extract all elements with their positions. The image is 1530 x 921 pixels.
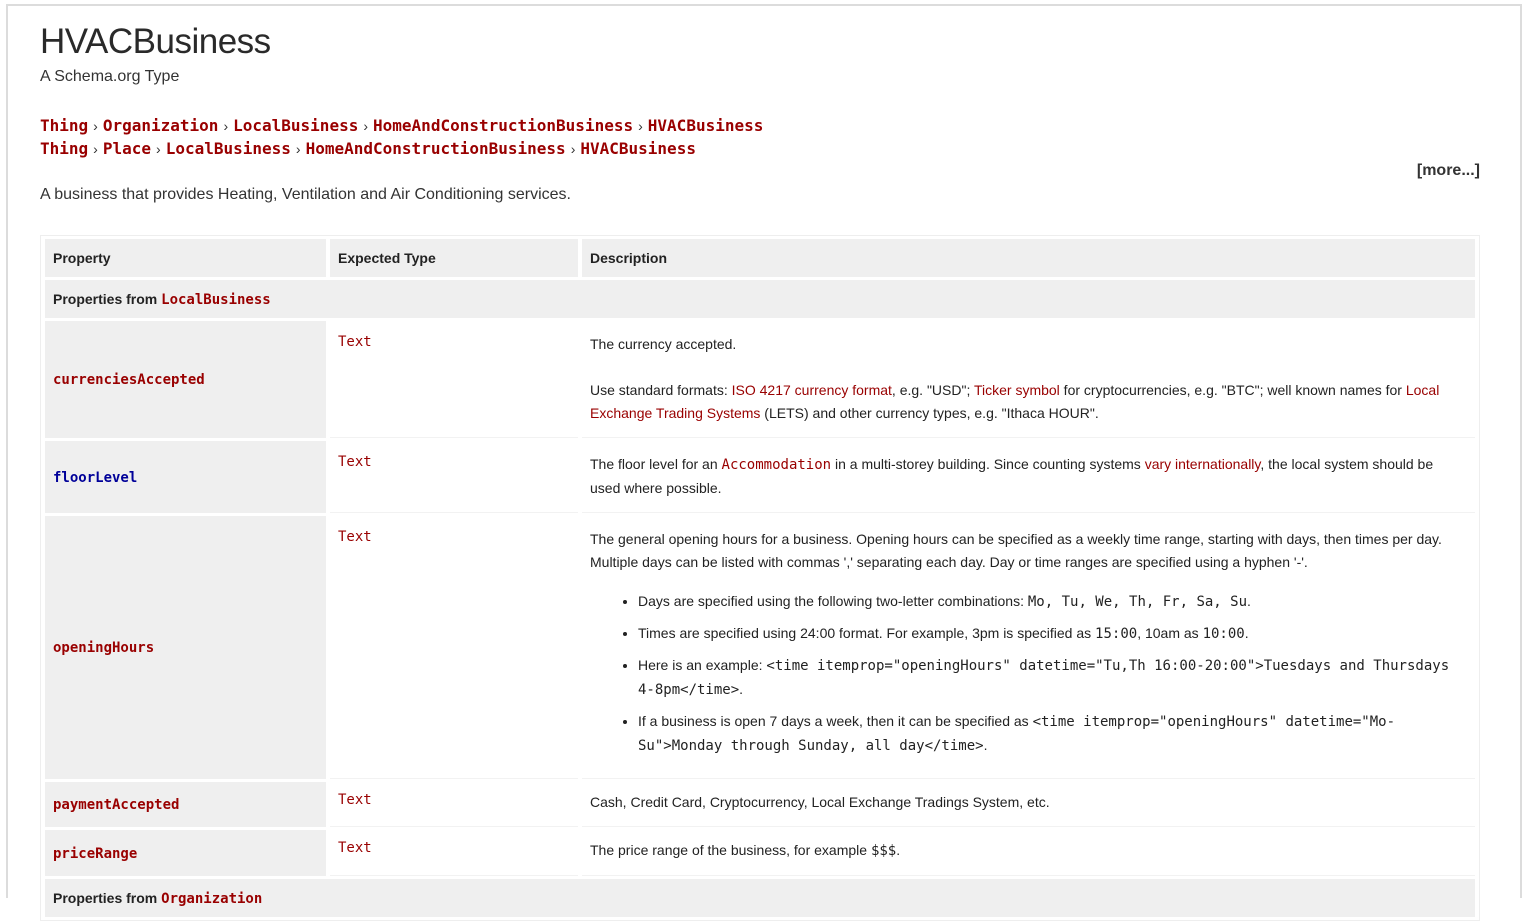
description-text: , 10am as [1137,625,1203,641]
expected-type-cell [330,830,578,876]
breadcrumb-separator: › [156,141,161,157]
page-title: HVACBusiness [40,22,271,61]
format-rules-list [590,590,1467,758]
description-text: Times are specified using 24:00 format. For example, 3pm is specified as [638,625,1096,641]
description-text: Days are specified using the following two-letter combinations: [638,593,1028,609]
column-header-expected-type: Expected Type [330,239,578,277]
description-cell [582,441,1475,513]
type-link-text[interactable]: Text [338,840,372,856]
table-row [45,830,1475,876]
expected-type-cell [330,782,578,827]
breadcrumb-separator: › [295,141,301,157]
breadcrumb-separator: › [638,118,643,134]
description-text: The floor level for an [590,456,722,472]
table-header-row [45,239,1475,277]
breadcrumb-separator: › [93,141,98,157]
vary-internationally-link[interactable]: vary internationally [1144,456,1261,472]
description-text: The currency accepted. [590,336,737,352]
breadcrumb-link-homeandconstructionbusiness[interactable]: HomeAndConstructionBusiness [373,116,634,135]
description-text: (LETS) and other currency types, e.g. "Ithaca HOUR". [760,405,1099,421]
description-text: The general opening hours for a business. Opening hours can be specified as a weekly time range, starting with days, then times per day. Multiple days can be listed with commas ',' separating each day. Day or time ranges are specified using a hyphen '-'. [590,531,1442,570]
description-text: , the local system should be used where possible. [590,456,1434,496]
column-header-description: Description [582,239,1475,277]
description-text: If a business is open 7 days a week, then it can be specified as [638,713,1033,729]
description-cell: The price range of the business, for example $$$. [582,830,1475,876]
type-link-text[interactable]: Text [338,334,372,350]
breadcrumb-link-localbusiness[interactable]: LocalBusiness [165,139,291,158]
section-type-link[interactable]: LocalBusiness [161,291,271,308]
type-link-text[interactable]: Text [338,529,372,545]
description-text: in a multi-storey building. Since counting systems [831,456,1145,472]
property-name-cell [45,321,326,438]
section-label: Properties from [53,889,162,906]
breadcrumb-link-thing[interactable]: Thing [40,116,89,135]
list-item: • Days are specified using the following two-letter combinations: Mo, Tu, We, Th, Fr, Sa, Su. [638,590,1467,614]
table-row [45,321,1475,438]
time-example-2: 10:00 [1202,626,1245,642]
time-example-1: 15:00 [1095,626,1138,642]
breadcrumb-separator: › [223,118,229,134]
section-header-cell [45,280,1475,318]
section-type-link[interactable]: Organization [161,890,263,907]
markup-example: <time itemprop="openingHours" datetime="Tu,Th 16:00-20:00">Tuesdays and Thursdays 4-8pm</time> [638,658,1450,698]
breadcrumbs [40,114,763,160]
breadcrumb-row-2 [40,137,763,160]
description-text [590,379,1467,425]
page-frame [6,4,1522,907]
description-cell [582,321,1475,438]
property-name-cell [45,782,326,827]
section-label: Properties from [53,290,162,307]
list-item: • Here is an example: <time itemprop="openingHours" datetime="Tu,Th 16:00-20:00">Tuesdays and Thursdays 4-8pm</time>. [638,654,1467,702]
lets-link[interactable]: Local Exchange Trading Systems [590,382,1440,421]
markup-example: <time itemprop="openingHours" datetime="Mo-Su">Monday through Sunday, all day</time> [638,714,1396,754]
breadcrumb-link-localbusiness[interactable]: LocalBusiness [233,116,359,135]
price-example: $$$ [870,843,897,859]
column-header-property: Property [45,239,326,277]
more-link[interactable]: [more...] [1416,162,1480,179]
breadcrumb-link-thing[interactable]: Thing [40,139,89,158]
iso-4217-link[interactable]: ISO 4217 currency format [731,382,892,398]
type-description: A business that provides Heating, Ventilation and Air Conditioning services. [40,186,571,203]
type-link-text[interactable]: Text [338,454,372,470]
property-link-paymentaccepted[interactable]: paymentAccepted [53,797,180,813]
accommodation-code: Accommodation [721,457,832,473]
breadcrumb-row-1 [40,114,763,137]
expected-type-cell [330,441,578,513]
property-link-floorlevel[interactable]: floorLevel [53,469,138,486]
breadcrumb-link-place[interactable]: Place [102,139,152,158]
breadcrumb-link-homeandconstructionbusiness[interactable]: HomeAndConstructionBusiness [305,139,566,158]
list-item: • Times are specified using 24:00 format. For example, 3pm is specified as 15:00, 10am as 10:00. [638,622,1467,646]
list-item: • If a business is open 7 days a week, then it can be specified as <time itemprop="openingHours" datetime="Mo-Su">Monday through Sunday, all day</time>. [638,710,1467,758]
property-link-pricerange[interactable]: priceRange [53,845,138,862]
description-text: Here is an example: [638,657,767,673]
breadcrumb-separator: › [93,118,98,134]
table-row [45,782,1475,827]
expected-type-cell [330,516,578,779]
page-subtitle: A Schema.org Type [40,68,180,85]
type-link-text[interactable]: Text [338,792,372,808]
expected-type-cell [330,321,578,438]
breadcrumb-separator: › [570,141,576,157]
description-text: The price range of the business, for example [590,842,871,858]
section-header-localbusiness [45,280,1475,318]
description-cell: Cash, Credit Card, Cryptocurrency, Local Exchange Tradings System, etc. [582,782,1475,827]
properties-table [40,235,1480,921]
property-link-currenciesaccepted[interactable]: currenciesAccepted [53,372,205,388]
property-name-cell [45,516,326,779]
description-text: Use standard formats: [590,382,732,398]
description-text: for cryptocurrencies, e.g. "BTC"; well known names for [1059,382,1406,398]
breadcrumb-link-hvacbusiness[interactable]: HVACBusiness [647,116,764,135]
property-link-openinghours[interactable]: openingHours [53,640,155,656]
table-row [45,516,1475,779]
ticker-symbol-link[interactable]: Ticker symbol [973,382,1060,398]
breadcrumb-link-hvacbusiness[interactable]: HVACBusiness [580,139,696,158]
breadcrumb-separator: › [363,118,369,134]
property-name-cell [45,441,326,513]
section-header-cell [45,879,1475,917]
breadcrumb-link-organization[interactable]: Organization [102,116,219,135]
table-row [45,441,1475,513]
day-codes: Mo, Tu, We, Th, Fr, Sa, Su [1027,594,1248,610]
section-header-organization [45,879,1475,917]
description-text: , e.g. "USD"; [891,382,974,398]
description-cell [582,516,1475,779]
accommodation-link[interactable] [722,456,832,472]
property-name-cell [45,830,326,876]
